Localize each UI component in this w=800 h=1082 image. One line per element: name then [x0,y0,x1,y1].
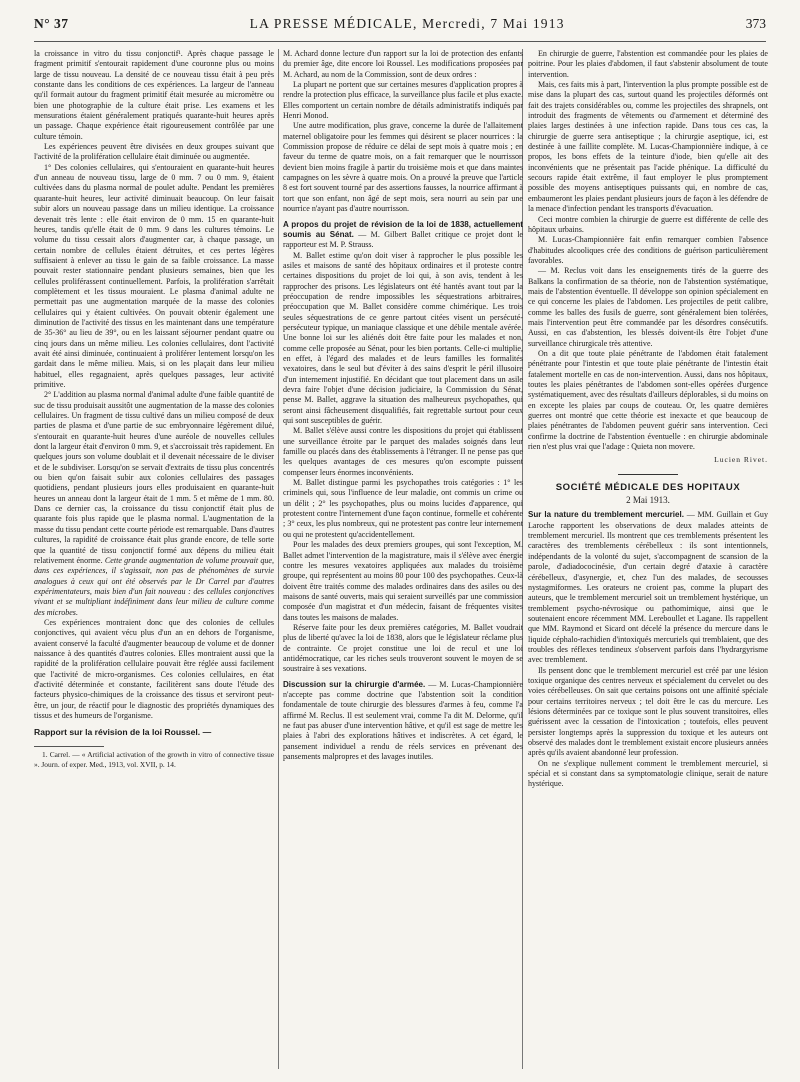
column-divider [278,49,279,1069]
section-heading: Rapport sur la révision de la loi Roussel. — [34,727,212,738]
paragraph: La plupart ne portent que sur certaines mesures d'application propres à rendre la protection plus efficace, la surveillance plus facile et plus exacte. Elles comportent un certain nombre de détails administratifs indiqués par Henri Monod. [283,80,523,121]
section-lead-text: — M. Gilbert Ballet critique ce projet dont le rapporteur est M. P. Strauss. [283,229,523,250]
paragraph: En chirurgie de guerre, l'abstention est commandée pour les plaies de poitrine. Pour les plaies d'abdomen, il faut s'abstenir absolument de toute intervention. [528,49,768,79]
paragraph: Ces expériences montraient donc que des colonies de cellules conjonctives, qui avaient vécu plus d'un an en dehors de l'organisme, avaient conservé la faculté d'augmenter beaucoup de volume et de donner naissance à des quantités d'autres colonies. Elles montraient aussi que la rapidité de la prolifération cellulaire pouvait être réglée aussi facilement que l'activité de micro-organismes. Ces colonies cellulaires, en état d'activité déterminée et constante, facilitèrent sans doute l'étude des facteurs physico-chimiques de la croissance des tissus et serviront peut-être, un jour, de réactif pour le diagnostic des propriétés dynamiques des tissus et des humeurs de l'organisme. [34,617,274,720]
society-date: 2 Mai 1913. [626,495,670,506]
paragraph: Réserve faite pour les deux premières catégories, M. Ballet voudrait plus de liberté qu'avec la loi de 1838, alors que le législateur réclame plus de contrainte. Ce projet constitue une loi de recul et une loi antidémocratique, car les riches seuls trouveront souvent le moyen de se soustraire à ses vexations. [283,622,523,674]
paragraph-text: 2° L'addition au plasma normal d'animal adulte d'une faible quantité de suc de tissu produisait aussitôt une augmentation de la masse des colonies cellulaires. Un fragment de tissu cultivé dans un milieu composé de deux parties de plasma et d'une partie de suc embryonnaire légèrement dilué, s'entourait en quarante-huit heures d'une auréole de nouvelles cellules dont la largeur était d'environ 0 mm. 9, et s'accroissait très rapidement. En quelques jours son volume doublait et il devenait nécessaire de le diviser et de le subdiviser. Lorsqu'on se servait d'extraits de tissu plus concentrés ou bien qu'on faisait subir aux colonies cellulaires des passages quotidiens, pendant plusieurs jours elles produisaient en quarante-huit heures un anneau dont la largeur était de 1 mm. 5 et même de 1 mm. 80. Dans ce dernier cas, la croissance du tissu conjonctif était plus de quarante fois plus rapide que le plasma normal. L'augmentation de la masse du tissu pendant cette courte période est remarquable. Dans d'autres cultures, la rapidité de croissance était plus grande encore, de telle sorte que la quantité de tissu conjonctif formé aux dépens du milieu était relativement énorme. [34,390,274,565]
section-heading: Sur la nature du tremblement mercuriel. [528,510,684,520]
paragraph: M. Lucas-Championnière fait enfin remarquer combien l'absence d'habitudes alcooliques crée des conditions de guérison particulièrement favorables. [528,235,768,265]
paragraph: Les expériences peuvent être divisées en deux groupes suivant que l'activité de la prolifération cellulaire était diminuée ou augmentée. [34,142,274,162]
issue-date: Mercredi, 7 Mai 1913 [422,16,565,31]
page-number: 373 [745,16,766,31]
section-paragraph [283,680,523,763]
paragraph: Ceci montre combien la chirurgie de guerre est différente de celle des hôpitaux urbains. [528,214,768,234]
paragraph: — M. Reclus voit dans les enseignements tirés de la guerre des Balkans la confirmation de sa théorie, non de l'abstention systématique, mais de l'abstention éventuelle. Il développe son opinion spécialement en ce qui concerne les plaies de l'abdomen. Les projectiles de petit calibre, comme les balles des fusils de guerre, sont généralement bien tolérées, mais l'intervention peut être commandée par les désordres consécutifs. Aussi, en cas d'abstention, les blessés doivent-ils être l'objet d'une surveillance chirurgicale très attentive. [528,266,768,348]
paragraph: M. Ballet s'élève aussi contre les dispositions du projet qui établissent une surveillance étroite par le parquet des malades soignés dans leur famille ou placés dans des établissements à l'étranger. Il ne pense pas que les quelques avantages de ces mesures qu'on escompte puissent compenser leurs énormes inconvénients. [283,426,523,477]
paragraph: On a dit que toute plaie pénétrante de l'abdomen était fatalement pénétrante pour l'intestin et que toute plaie pénétrante de l'intestin était fatalement mortelle en cas de non-intervention. Aussi, dans nos hôpitaux, toutes les plaies pénétrantes de l'abdomen sont-elles opérées d'urgence systématiquement, avec des résultats d'ailleurs déplorables, si du moins on en excepte les plaies par coups de couteau. Or, les quatre dernières guerres ont montré que cette théorie est inexacte et que beaucoup de plaies pénétrantes de l'abdomen peuvent guérir sans intervention. Ceci confirme la doctrine de l'abstention éventuelle : en chirurgie abdominale rien n'est plus vrai que l'adage : Quieta non movere. [528,348,768,452]
issue-number: N° 37 [34,16,69,31]
paragraph: Ils pensent donc que le tremblement mercuriel est créé par une lésion toxique organique des centres nerveux et spécialement du cervelet ou des voies cérébelleuses. On sait que certains poisons ont une affinité spéciale pour certains territoires nerveux ; tel doit être le cas du mercure. Les lésions déterminées par ce toxique sont le plus souvent transitoires, elles guérissent avec la cessation de l'intoxication ; toutefois, elles peuvent persister longtemps après la suppression du toxique et les auteurs ont observé des malades dont le tremblement existait encore plusieurs années après qu'ils avaient abandonné leur profession. [528,665,768,758]
footnote: 1. Carrel. — « Artificial activation of the growth in vitro of connective tissue ». Journ. of exper. Med., 1913, vol. XVII, p. 14. [34,750,274,769]
paragraph: M. Ballet distingue parmi les psychopathes trois catégories : 1° les criminels qui, sous l'influence de leur maladie, ont commis un crime ou un délit ; 2° les psychopathes, plus ou moins lucides d'apparence, qui protestent contre l'internement d'une façon continue, formelle et cohérente ; 3° ceux, les plus nombreux, qui ne protestent pas contre leur internement ou qui ne protestent qu'accidentellement. [283,478,523,539]
society-title: SOCIÉTÉ MÉDICALE DES HOPITAUX [555,481,741,493]
section-heading: Discussion sur la chirurgie d'armée. [283,679,426,689]
paragraph: Pour les malades des deux premiers groupes, qui sont l'exception, M. Ballet admet l'intervention de la magistrature, mais il s'élève avec énergie contre les mesures vexatoires appliquées aux malades du troisième groupe, qui représentent au moins 80 pour 100 des psychopathes. Ceux-là doivent être traités comme des malades ordinaires dans des asiles ou des maisons de santé ouverts, mais qui seraient surveillés par une commission composée d'un magistrat et d'un médecin, faisant de fréquentes visites dans toutes les maisons de malades. [283,540,523,622]
section-heading: A propos du projet de révision de la loi de 1838, actuellement soumis au Sénat. [283,219,523,239]
section-lead-text: — MM. Guillain et Guy Laroche rapportent les observations de deux malades atteints de tremblement mercuriel. Ils montrent que ces tremblements présentent les caractères des tremblements cérébelleux : ils sont intentionnels, indépendants de la volonté du sujet, s'accompagnent de scansion de la parole, d'adiadococinésie, d'un certain degré d'ataxie à caractère cérébelleux, d'asynergie, et, chez l'un des malades, de secousses nystagmiformes. Les orateurs ne croient pas, comme la plupart des auteurs, que le tremblement mercuriel soit un tremblement hystérique, un tremblement psycho-névrosique ou pathomimique, ainsi que le soutenaient encore récemment MM. Lereboullet et Lagane. Ils rappellent que MM. Raymond et Sicard ont décelé la présence du mercure dans le liquide céphalo-rachidien d'intoxiqués mercuriels qui tremblaient, que des troubles des réflexes tendineux s'observent parfois dans l'hydrargyrisme avec tremblement. [528,510,768,665]
section-paragraph [528,510,768,665]
column-right [528,49,768,1069]
paragraph: M. Ballet estime qu'on doit viser à rapprocher le plus possible les asiles et maisons de santé des hôpitaux ordinaires et il proteste contre certaines dispositions du projet de loi qui, à son avis, tendent à les rapprocher des prisons. Les législateurs ont été hantés avant tout par la préoccupation de rendre impossibles les séquestrations arbitraires, préoccupation que M. Ballet considère comme chimérique. Les trois seules séquestrations de ce genre partout citées visent un persécuté-persécuteur typique, un maniaque classique et une débile mentale avérée. Une bonne loi sur les aliénés doit être faite pour les malades et non, comme celle proposée au Sénat, pour les bien portants. Celle-ci multiplie, en effet, à l'égard des malades et de leurs familles les formalités vexatoires, dans le seul but d'éviter à des sains d'esprit le péril illusoire d'un internement injustifié. En décidant que tout placement dans un asile devra faire l'objet d'une décision judiciaire, la Commission du Sénat, pense M. Ballet, aggrave la situation des malheureux psychopathes, qui seront ainsi fâcheusement disqualifiés, fait regrettable surtout pour ceux qui sont susceptibles de guérir. [283,250,523,426]
section-divider [618,474,678,475]
paragraph [34,390,274,618]
column-left [34,49,274,1069]
paragraph: la croissance in vitro du tissu conjonctif¹. Après chaque passage le fragment primitif s'entourait rapidement d'une couronne plus ou moins large de tissu nouveau. La densité de ce nouveau tissu était à peu près constante dans les conditions de ces expériences. La largeur de l'anneau qu'il formait autour du fragment primitif était mesurée au micromètre ou bien une photographie de la culture était prise. Les examens et les mensurations étaient généralement pratiqués quarante-huit heures après un passage. Chaque expérience était rigoureusement contrôlée par une culture témoin. [34,49,274,141]
journal-name: LA PRESSE MÉDICALE, [249,16,418,31]
paragraph: Une autre modification, plus grave, concerne la durée de l'allaitement maternel obligatoire pour les femmes qui désirent se placer nourrices : la Commission propose de réduire ce délai de sept mois à quatre mois ; en faveur du terme de quatre mois, on a fait remarquer que le nourrisson devient bien moins fragile à partir du troisième mois et que dans maintes campagnes on les sèvre à quatre mois. On a prouvé la preuve que l'article 8 est fort souvent tourné par des assertions fausses, la nourrice affirmant à tort que son enfant, non âgé de sept mois, sera nourri au sein par une nourrice n'ayant pas d'autre nourrisson. [283,121,523,214]
paragraph: Mais, ces faits mis à part, l'intervention la plus prompte possible est de mise dans la plupart des cas, surtout quand les projectiles déformés ont fait des trajets considérables ou, comme les projectiles des shrapnels, ont introduit des fragments de vêtements ou d'armement et déterminé des plaies larges destinées à une infection rapide. Dans tous ces cas, la chirurgie de guerre sera antiseptique ; la chirurgie aseptique, ici, est destinée à une faillite complète. M. Lucas-Championnière indique, à ce propos, les bons effets de la teinture d'iode, bien qu'elle ait des inconvénients que ne présentait pas l'acide phénique. La difficulté du secours rapide était extrême, il faut employer le plus promptement possible des moyens antiseptiques puissants qui, en nombre de cas, embaumeront les plaies pendant plusieurs jours de façon à les défendre de la menace d'infection pendant les transports d'évacuation. [528,80,768,214]
paragraph: 1° Des colonies cellulaires, qui s'entouraient en quarante-huit heures d'un anneau de nouveau tissu, large de 0 mm. 7 ou 0 mm. 9, étaient cultivées dans du plasma normal de poulet adulte. Pendant les premières quarante-huit heures, leur activité diminuait beaucoup. On leur faisait subir alors un nouveau passage dans un milieu identique. La croissance devenait très lente : elle était environ de 0 mm. 15 en quarante-huit heures, tandis qu'elle était de 0 mm. 9 dans les cultures témoins. Le volume du tissu cessait alors d'augmenter car, à chaque passage, un certain nombre de cellules étaient détruites, et ces pertes légères suffisaient à enlever au tissu le gain de sa faible croissance. La masse pouvait rester stationnaire pendant plusieurs semaines, bien que les cellules proliférassent continuellement. Parfois, la prolifération s'arrêtait complètement et les tissus mouraient. Le plasma d'animal adulte ne permettait pas une augmentation marquée de la masse des colonies cellulaires qui y étaient cultivées. On pouvait obtenir également une diminution de l'activité des tissus en les maintenant dans une température de 35-36° au lieu de 39°, ou en les laissant séjourner pendant quatre ou cinq jours dans un même milieu. Les colonies cellulaires, dont l'activité avait été ainsi diminuée, continuaient à proliférer lentement lorsqu'on les gardait dans le même milieu. Mais, si on les plaçait dans leur milieu habituel, elles regagnaient, après quelques passages, leur activité primitive. [34,162,274,389]
section-paragraph [283,220,523,251]
paragraph: M. Achard donne lecture d'un rapport sur la loi de protection des enfants du premier âge, dite encore loi Roussel. Les modifications proposées par M. Achard, au nom de la Commission, sont de deux ordres : [283,49,523,79]
paragraph: On ne s'explique nullement comment le tremblement mercuriel, si spécial et si constant dans sa symptomatologie clinique, serait de nature hystérique. [528,758,768,789]
section-lead-text: — M. Lucas-Championnière n'accepte pas comme doctrine que l'abstention soit la condition fondamentale de toute chirurgie des blessures d'armes à feu, comme l'a affirmé M. Reclus. Il est seulement vrai, comme l'a dit M. Delorme, qu'il ne faut pas abuser d'une intervention hâtive, et qu'il est sage de mettre les plaies à l'abri des explorations hâtives et indiscrètes. A cet égard, le pansement individuel a rendu de réels services en prévenant des pansements malpropres et des lavages inutiles. [283,679,523,762]
author-signature: Lucien Rivet. [714,455,768,465]
page-header [34,16,766,42]
footnote-rule [34,746,104,747]
italic-passage: Cette grande augmentation de volume prouvait que, dans ces expériences, il s'agissait, non pas de phénomènes de survie analogues à ceux qui ont été observés par le Dr Carrel par d'autres expérimentateurs, mais bien d'un fait nouveau : des cellules conjonctives vivant et se multipliant indéfiniment dans leur milieu de culture comme des microbes. [34,555,274,617]
running-title [250,16,565,32]
column-middle [283,49,523,1069]
